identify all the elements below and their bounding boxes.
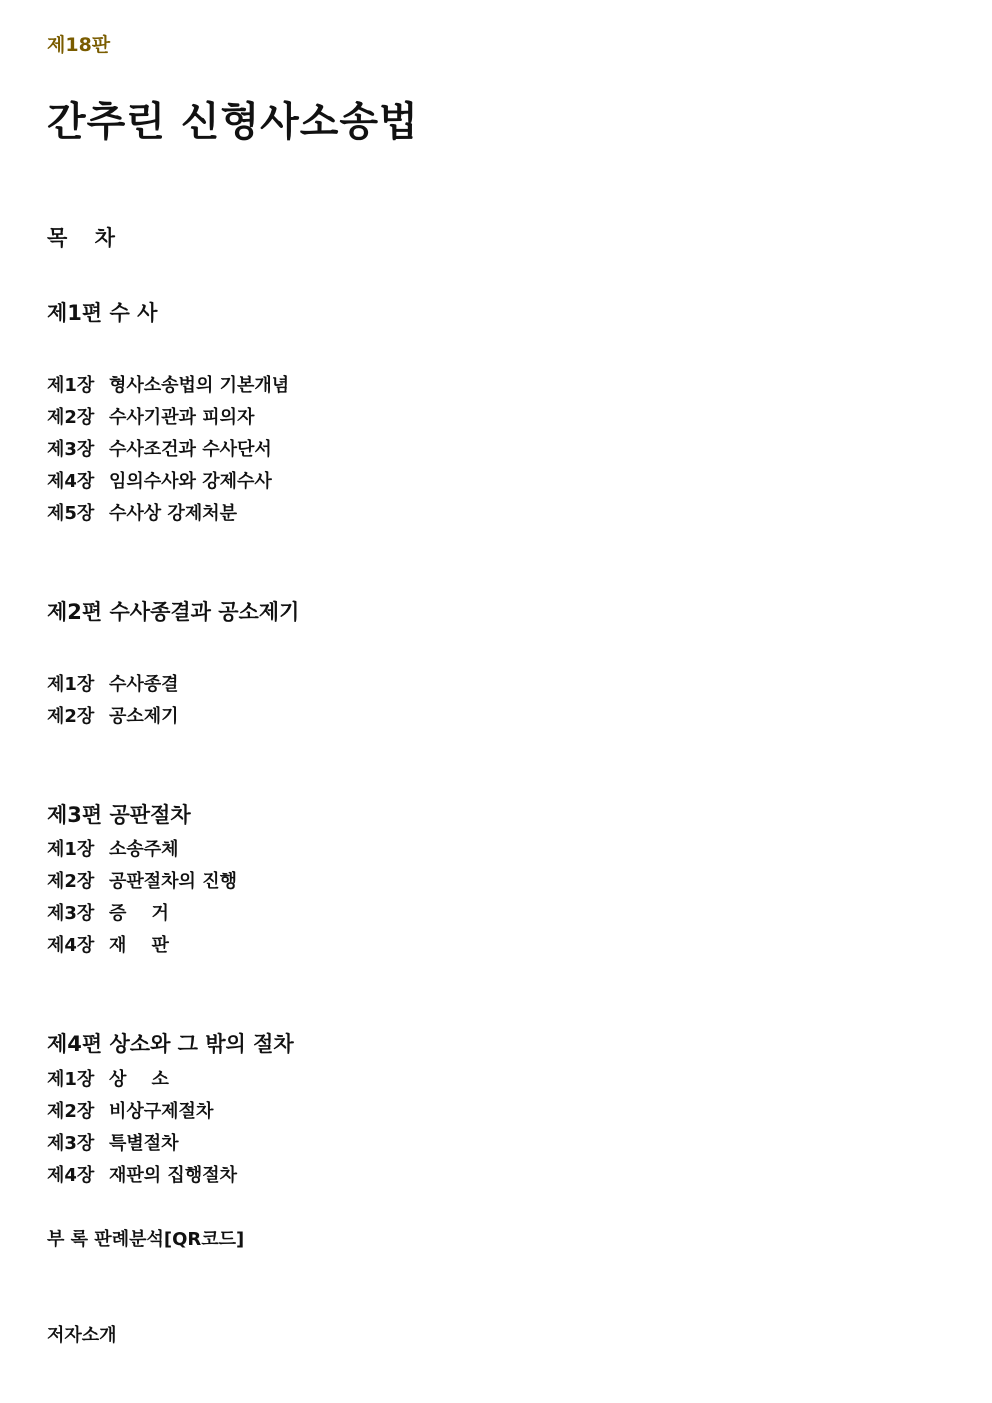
author-intro-entry[interactable]: 저자소개 bbox=[47, 1325, 117, 1346]
toc-entry[interactable] bbox=[47, 435, 272, 461]
part-1-heading: 제1편 수 사 bbox=[47, 301, 158, 325]
chapter-title: 임의수사와 강제수사 bbox=[109, 471, 272, 492]
toc-entry[interactable] bbox=[47, 702, 179, 728]
chapter-number: 제1장 bbox=[47, 1069, 95, 1090]
chapter-number: 제5장 bbox=[47, 503, 95, 524]
toc-entry[interactable] bbox=[47, 403, 254, 429]
part-3-heading: 제3편 공판절차 bbox=[47, 803, 191, 827]
chapter-title: 수사종결 bbox=[109, 674, 179, 695]
book-title: 간추린 신형사소송법 bbox=[47, 99, 419, 145]
chapter-number: 제4장 bbox=[47, 1165, 95, 1186]
appendix-entry[interactable]: 부 록 판례분석[QR코드] bbox=[47, 1229, 245, 1250]
chapter-title: 비상구제절차 bbox=[109, 1101, 214, 1122]
chapter-title: 소송주체 bbox=[109, 839, 179, 860]
chapter-title: 재판의 집행절차 bbox=[109, 1165, 237, 1186]
chapter-title: 공판절차의 진행 bbox=[109, 871, 237, 892]
chapter-title: 재 판 bbox=[109, 935, 169, 956]
toc-entry[interactable] bbox=[47, 1065, 169, 1091]
toc-entry[interactable] bbox=[47, 670, 179, 696]
chapter-number: 제4장 bbox=[47, 935, 95, 956]
edition-label: 제18판 bbox=[47, 34, 111, 56]
toc-entry[interactable] bbox=[47, 899, 169, 925]
chapter-number: 제2장 bbox=[47, 706, 95, 727]
toc-entry[interactable] bbox=[47, 467, 272, 493]
chapter-number: 제4장 bbox=[47, 471, 95, 492]
toc-entry[interactable] bbox=[47, 835, 179, 861]
chapter-title: 공소제기 bbox=[109, 706, 179, 727]
chapter-number: 제2장 bbox=[47, 407, 95, 428]
toc-entry[interactable] bbox=[47, 1097, 213, 1123]
chapter-number: 제2장 bbox=[47, 871, 95, 892]
toc-heading: 목 차 bbox=[47, 226, 125, 250]
chapter-number: 제2장 bbox=[47, 1101, 95, 1122]
toc-entry[interactable] bbox=[47, 1161, 237, 1187]
chapter-title: 수사조건과 수사단서 bbox=[109, 439, 272, 460]
chapter-title: 수사기관과 피의자 bbox=[109, 407, 255, 428]
chapter-number: 제1장 bbox=[47, 375, 95, 396]
chapter-number: 제3장 bbox=[47, 903, 95, 924]
chapter-number: 제1장 bbox=[47, 674, 95, 695]
chapter-title: 증 거 bbox=[109, 903, 169, 924]
chapter-number: 제3장 bbox=[47, 1133, 95, 1154]
chapter-number: 제1장 bbox=[47, 839, 95, 860]
toc-entry[interactable] bbox=[47, 1129, 179, 1155]
toc-entry[interactable] bbox=[47, 867, 237, 893]
chapter-number: 제3장 bbox=[47, 439, 95, 460]
toc-entry[interactable] bbox=[47, 931, 169, 957]
chapter-title: 형사소송법의 기본개념 bbox=[109, 375, 290, 396]
part-4-heading: 제4편 상소와 그 밖의 절차 bbox=[47, 1032, 294, 1056]
toc-entry[interactable] bbox=[47, 499, 237, 525]
toc-entry[interactable] bbox=[47, 371, 289, 397]
chapter-title: 상 소 bbox=[109, 1069, 169, 1090]
chapter-title: 수사상 강제처분 bbox=[109, 503, 237, 524]
part-2-heading: 제2편 수사종결과 공소제기 bbox=[47, 600, 300, 624]
chapter-title: 특별절차 bbox=[109, 1133, 179, 1154]
